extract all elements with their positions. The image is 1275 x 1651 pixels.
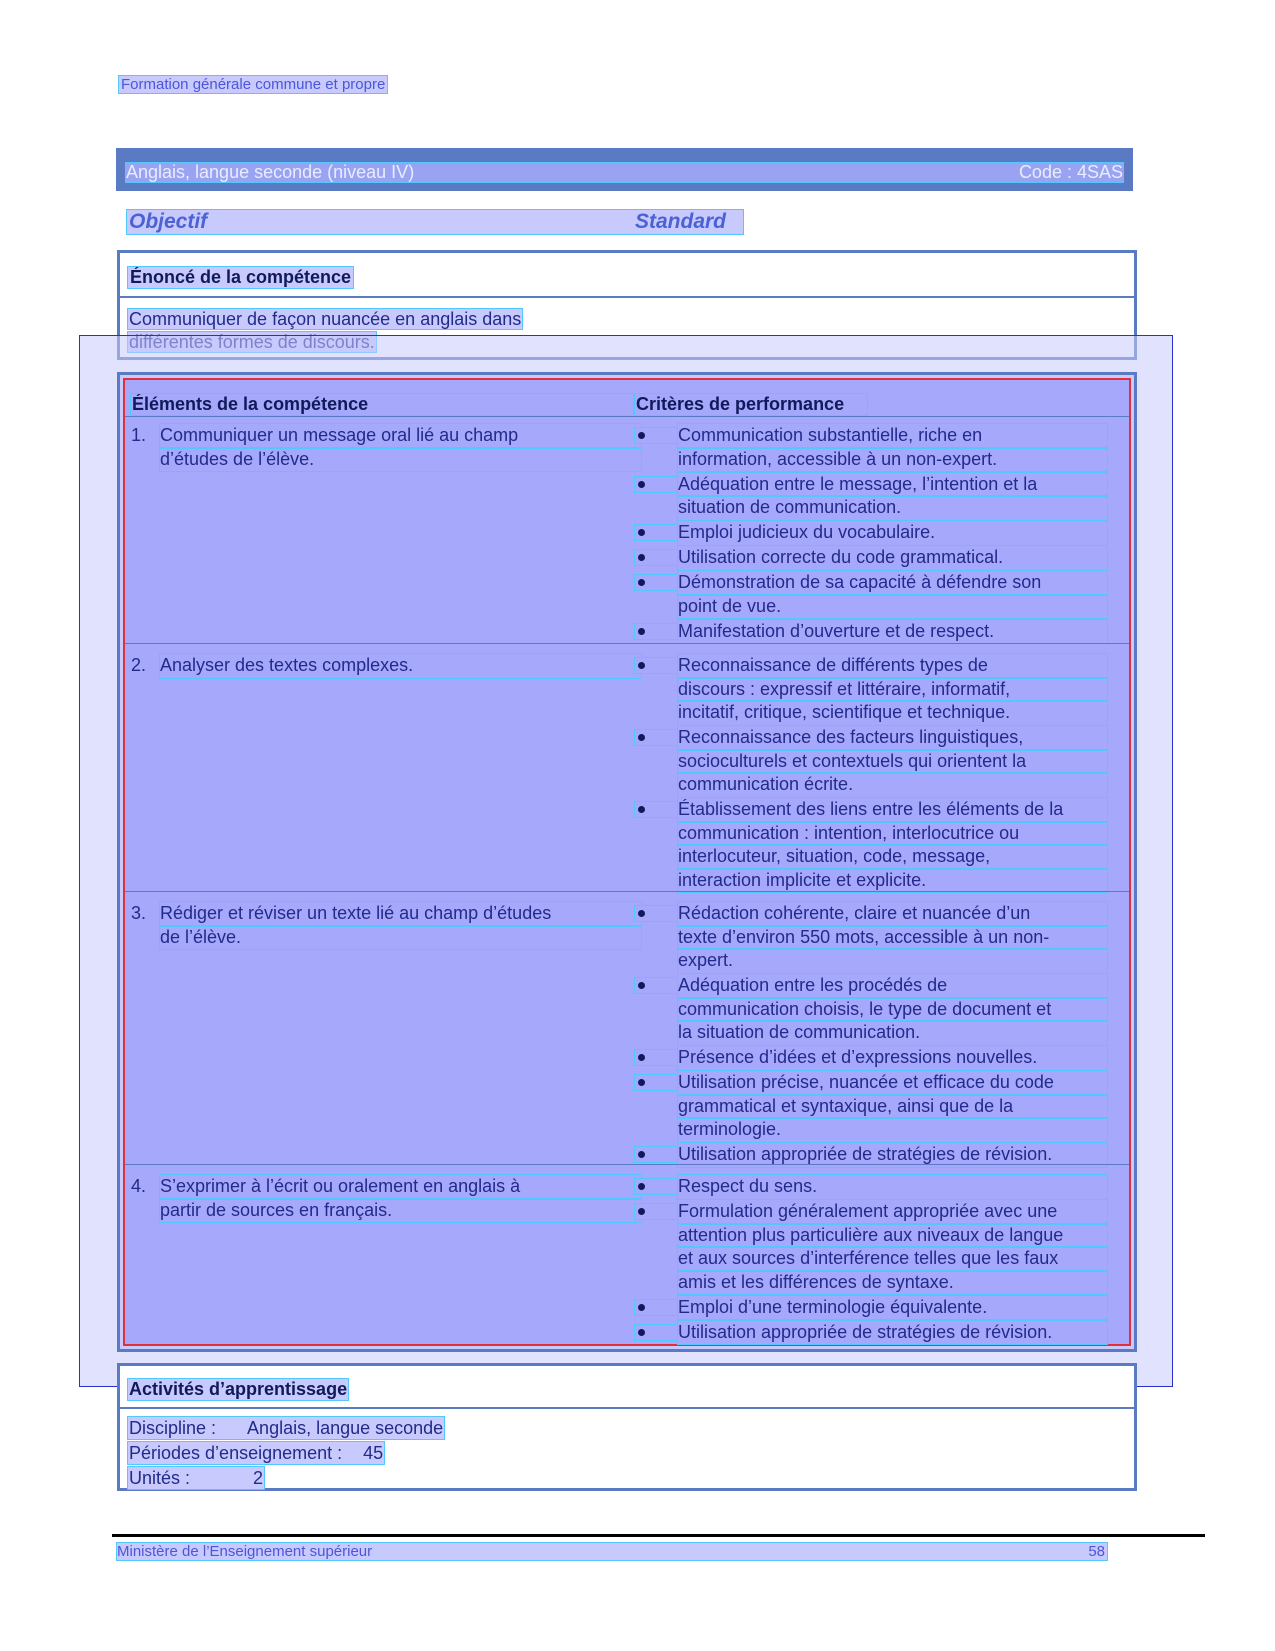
footer-ministry: Ministère de l’Enseignement supérieur <box>117 1543 373 1560</box>
criterion-line: Établissement des liens entre les éléments de la <box>678 798 1107 822</box>
bullet-icon <box>635 550 677 565</box>
element-line: Communiquer un message oral lié au champ <box>160 424 641 448</box>
criterion-item <box>635 974 1107 1045</box>
bullet-icon <box>635 1179 677 1194</box>
criterion-line: communication : intention, interlocutrice ou <box>678 822 1107 846</box>
criterion-line: interlocuteur, situation, code, message, <box>678 845 1107 869</box>
criterion-line: Respect du sens. <box>678 1175 1107 1199</box>
criterion-line: Utilisation appropriée de stratégies de révision. <box>678 1143 1107 1167</box>
bullet-icon <box>635 1075 677 1090</box>
bullet-icon <box>635 730 677 745</box>
criterion-item <box>635 1296 1107 1320</box>
criterion-line: Reconnaissance des facteurs linguistiques, <box>678 726 1107 750</box>
criterion-line: communication écrite. <box>678 773 1107 797</box>
footer-rule <box>112 1534 1205 1537</box>
row-divider <box>125 1164 1129 1165</box>
criterion-item <box>635 1046 1107 1070</box>
element-number: 4. <box>131 1176 147 1196</box>
bullet-icon <box>635 906 677 921</box>
unites-label: Unités : <box>129 1468 191 1488</box>
criterion-item <box>635 798 1107 892</box>
criterion-line: Adéquation entre les procédés de <box>678 974 1107 998</box>
page-number: 58 <box>1088 1543 1105 1560</box>
bullet-icon <box>635 658 677 673</box>
element-number: 1. <box>131 425 147 445</box>
bullet-icon <box>635 1147 677 1162</box>
enonce-title: Énoncé de la compétence <box>130 267 352 287</box>
criterion-line: Utilisation correcte du code grammatical. <box>678 546 1107 570</box>
criteria-list-3 <box>635 902 1107 1168</box>
element-row-1 <box>131 424 641 471</box>
page-footer <box>117 1543 1107 1560</box>
bullet-icon <box>635 1204 677 1219</box>
criterion-line: et aux sources d’interférence telles que les faux <box>678 1247 1107 1271</box>
competence-table <box>123 378 1131 1346</box>
bullet-icon <box>635 525 677 540</box>
criterion-line: incitatif, critique, scientifique et technique. <box>678 701 1107 725</box>
bullet-icon <box>635 1050 677 1065</box>
criterion-item <box>635 571 1107 618</box>
element-line: d’études de l’élève. <box>160 448 641 472</box>
criterion-line: grammatical et syntaxique, ainsi que de la <box>678 1095 1107 1119</box>
element-line: S’exprimer à l’écrit ou oralement en anglais à <box>160 1175 641 1199</box>
standard-heading: Standard <box>635 210 727 233</box>
criterion-line: Emploi judicieux du vocabulaire. <box>678 521 1107 545</box>
enonce-divider <box>120 296 1134 298</box>
col-criteres-header: Critères de performance <box>635 394 867 415</box>
course-code: Code : 4SAS <box>1018 162 1123 182</box>
bullet-icon <box>635 477 677 492</box>
course-title-bar <box>116 148 1133 191</box>
element-line: Analyser des textes complexes. <box>160 654 641 678</box>
bullet-icon <box>635 1325 677 1340</box>
element-line: partir de sources en français. <box>160 1199 641 1223</box>
criterion-line: Utilisation appropriée de stratégies de révision. <box>678 1321 1107 1345</box>
criterion-item <box>635 473 1107 520</box>
element-row-3 <box>131 902 641 949</box>
competence-table-box <box>117 372 1137 1352</box>
criterion-item <box>635 1175 1107 1199</box>
criterion-line: Emploi d’une terminologie équivalente. <box>678 1296 1107 1320</box>
criterion-line: communication choisis, le type de document et <box>678 998 1107 1022</box>
criterion-line: Démonstration de sa capacité à défendre son <box>678 571 1107 595</box>
element-number: 2. <box>131 655 147 675</box>
header-divider <box>125 416 1129 417</box>
criterion-line: interaction implicite et explicite. <box>678 869 1107 893</box>
criterion-line: Manifestation d’ouverture et de respect. <box>678 620 1107 644</box>
running-head: Formation générale commune et propre <box>121 76 386 93</box>
criterion-item <box>635 1321 1107 1345</box>
activites-divider <box>120 1407 1134 1409</box>
criterion-item <box>635 1143 1107 1167</box>
criterion-line: Formulation généralement appropriée avec une <box>678 1200 1107 1224</box>
criterion-item <box>635 620 1107 644</box>
criteria-list-4 <box>635 1175 1107 1346</box>
criterion-line: Reconnaissance de différents types de <box>678 654 1107 678</box>
discipline-value: Anglais, langue seconde <box>247 1418 444 1438</box>
objectif-heading: Objectif <box>129 210 208 233</box>
row-divider <box>125 643 1129 644</box>
bullet-icon <box>635 802 677 817</box>
criterion-line: Rédaction cohérente, claire et nuancée d’un <box>678 902 1107 926</box>
bullet-icon <box>635 575 677 590</box>
element-line: Rédiger et réviser un texte lié au champ d’études <box>160 902 641 926</box>
criteria-list-2 <box>635 654 1107 894</box>
unites-value: 2 <box>253 1468 264 1488</box>
bullet-icon <box>635 428 677 443</box>
course-title: Anglais, langue seconde (niveau IV) <box>126 162 415 182</box>
criterion-line: amis et les différences de syntaxe. <box>678 1271 1107 1295</box>
col-elements-header: Éléments de la compétence <box>131 394 633 415</box>
periodes-value: 45 <box>363 1443 384 1463</box>
criterion-item <box>635 1200 1107 1294</box>
row-divider <box>125 891 1129 892</box>
element-line: de l’élève. <box>160 926 641 950</box>
criterion-item <box>635 902 1107 973</box>
objectif-standard-header <box>127 210 743 234</box>
criterion-line: socioculturels et contextuels qui orientent la <box>678 750 1107 774</box>
element-row-4 <box>131 1175 641 1222</box>
criterion-line: situation de communication. <box>678 496 1107 520</box>
criterion-item <box>635 654 1107 725</box>
discipline-label: Discipline : <box>129 1418 217 1438</box>
criteria-list-1 <box>635 424 1107 645</box>
criterion-line: discours : expressif et littéraire, informatif, <box>678 678 1107 702</box>
criterion-line: point de vue. <box>678 595 1107 619</box>
bullet-icon <box>635 624 677 639</box>
periodes-label: Périodes d’enseignement : <box>129 1443 343 1463</box>
criterion-line: Adéquation entre le message, l’intention et la <box>678 473 1107 497</box>
criterion-line: la situation de communication. <box>678 1021 1107 1045</box>
criterion-line: Communication substantielle, riche en <box>678 424 1107 448</box>
periodes-row <box>128 1442 384 1464</box>
criterion-item <box>635 546 1107 570</box>
criterion-line: expert. <box>678 949 1107 973</box>
bullet-icon <box>635 978 677 993</box>
criterion-item <box>635 1071 1107 1142</box>
activites-box <box>117 1363 1137 1491</box>
activites-title: Activités d’apprentissage <box>129 1379 348 1399</box>
criterion-item <box>635 521 1107 545</box>
criterion-item <box>635 424 1107 471</box>
criterion-line: information, accessible à un non-expert. <box>678 448 1107 472</box>
element-row-2 <box>131 654 641 678</box>
element-number: 3. <box>131 903 147 923</box>
criterion-line: texte d’environ 550 mots, accessible à un non- <box>678 926 1107 950</box>
criterion-line: Utilisation précise, nuancée et efficace du code <box>678 1071 1107 1095</box>
discipline-row <box>128 1417 444 1439</box>
unites-row <box>128 1467 264 1489</box>
criterion-line: terminologie. <box>678 1118 1107 1142</box>
criterion-line: attention plus particulière aux niveaux de langue <box>678 1224 1107 1248</box>
enonce-line: Communiquer de façon nuancée en anglais dans <box>129 309 522 329</box>
bullet-icon <box>635 1300 677 1315</box>
criterion-line: Présence d’idées et d’expressions nouvelles. <box>678 1046 1107 1070</box>
criterion-item <box>635 726 1107 797</box>
